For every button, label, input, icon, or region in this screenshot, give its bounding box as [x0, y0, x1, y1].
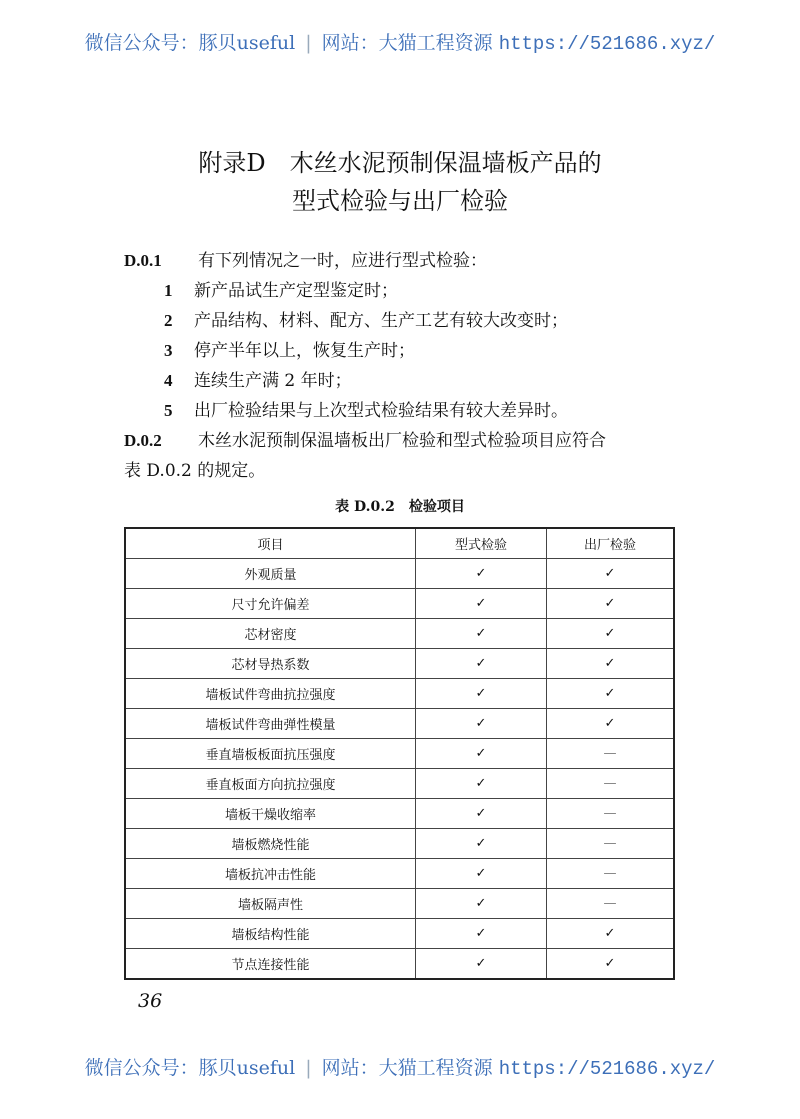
watermark-separator: | [305, 32, 312, 54]
table-header-row [125, 528, 674, 559]
item-cell: 芯材密度 [125, 619, 416, 649]
page-number: 36 [138, 990, 163, 1012]
clause-number: D.0.1 [124, 251, 162, 270]
item-cell: 墙板试件弯曲抗拉强度 [125, 679, 416, 709]
watermark-site: 网站：大猫工程资源 [321, 1057, 493, 1079]
item-cell: 墙板试件弯曲弹性模量 [125, 709, 416, 739]
type-test-cell: ✓ [416, 769, 547, 799]
type-test-cell: ✓ [416, 559, 547, 589]
clause-text: 有下列情况之一时，应进行型式检验： [198, 251, 487, 271]
factory-test-cell: ✓ [547, 709, 675, 739]
item-cell: 墙板干燥收缩率 [125, 799, 416, 829]
watermark-separator: | [305, 1057, 312, 1079]
item-cell: 墙板结构性能 [125, 919, 416, 949]
clause-text: 新产品试生产定型鉴定时； [194, 281, 398, 301]
clause-line [164, 366, 352, 391]
table-row [125, 649, 674, 679]
type-test-cell: ✓ [416, 589, 547, 619]
table-row [125, 619, 674, 649]
clause-number: 1 [164, 281, 173, 300]
type-test-cell: ✓ [416, 829, 547, 859]
clause-text: 产品结构、材料、配方、生产工艺有较大改变时； [194, 311, 568, 331]
item-cell: 垂直板面方向抗拉强度 [125, 769, 416, 799]
watermark-url[interactable]: https://521686.xyz/ [498, 33, 716, 55]
type-test-cell: ✓ [416, 949, 547, 980]
type-test-cell: ✓ [416, 679, 547, 709]
type-test-cell: ✓ [416, 799, 547, 829]
clause-number: 4 [164, 371, 173, 390]
appendix-title-line2: 型式检验与出厂检验 [292, 187, 508, 215]
watermark-site: 网站：大猫工程资源 [321, 32, 493, 54]
appendix-title-line1: 附录D 木丝水泥预制保温墙板产品的 [198, 149, 602, 177]
item-cell: 墙板燃烧性能 [125, 829, 416, 859]
watermark-account: 微信公众号：豚贝useful [84, 32, 296, 54]
watermark-url[interactable]: https://521686.xyz/ [498, 1058, 716, 1080]
table-row [125, 859, 674, 889]
factory-test-cell: ✓ [547, 619, 675, 649]
factory-test-cell: — [547, 769, 675, 799]
clause-text: 连续生产满 2 年时； [194, 371, 352, 391]
table-row [125, 889, 674, 919]
watermark-bottom [0, 1053, 800, 1080]
type-test-cell: ✓ [416, 619, 547, 649]
clause-number: D.0.2 [124, 431, 162, 450]
item-cell: 尺寸允许偏差 [125, 589, 416, 619]
item-cell: 外观质量 [125, 559, 416, 589]
table-row [125, 919, 674, 949]
table-row [125, 559, 674, 589]
watermark-top [0, 28, 800, 55]
factory-test-cell: — [547, 859, 675, 889]
table-row [125, 799, 674, 829]
type-test-cell: ✓ [416, 739, 547, 769]
table-row [125, 829, 674, 859]
item-cell: 节点连接性能 [125, 949, 416, 980]
clause-line [124, 426, 606, 451]
inspection-table [124, 527, 675, 980]
factory-test-cell: ✓ [547, 559, 675, 589]
factory-test-cell: — [547, 799, 675, 829]
clause-line [164, 276, 398, 301]
table-row [125, 709, 674, 739]
type-test-cell: ✓ [416, 859, 547, 889]
table-row [125, 679, 674, 709]
factory-test-cell: — [547, 739, 675, 769]
clause-text: 出厂检验结果与上次型式检验结果有较大差异时。 [194, 401, 568, 421]
type-test-cell: ✓ [416, 889, 547, 919]
factory-test-cell: — [547, 829, 675, 859]
clause-line [164, 396, 568, 421]
clause-line [124, 456, 265, 481]
clause-line [164, 336, 415, 361]
clause-number: 5 [164, 401, 173, 420]
item-cell: 墙板抗冲击性能 [125, 859, 416, 889]
item-cell: 芯材导热系数 [125, 649, 416, 679]
header-item: 项目 [125, 528, 416, 559]
factory-test-cell: ✓ [547, 919, 675, 949]
factory-test-cell: ✓ [547, 949, 675, 980]
table-row [125, 949, 674, 980]
type-test-cell: ✓ [416, 649, 547, 679]
factory-test-cell: ✓ [547, 679, 675, 709]
clause-number: 3 [164, 341, 173, 360]
clause-text: 表 D.0.2 的规定。 [124, 461, 266, 481]
clause-text: 停产半年以上，恢复生产时； [194, 341, 415, 361]
clause-number: 2 [164, 311, 173, 330]
clause-line [164, 306, 568, 331]
type-test-cell: ✓ [416, 709, 547, 739]
table-row [125, 769, 674, 799]
watermark-account: 微信公众号：豚贝useful [84, 1057, 296, 1079]
clause-text: 木丝水泥预制保温墙板出厂检验和型式检验项目应符合 [198, 431, 606, 451]
item-cell: 墙板隔声性 [125, 889, 416, 919]
factory-test-cell: — [547, 889, 675, 919]
factory-test-cell: ✓ [547, 589, 675, 619]
type-test-cell: ✓ [416, 919, 547, 949]
factory-test-cell: ✓ [547, 649, 675, 679]
table-caption: 表 D.0.2 检验项目 [335, 499, 465, 515]
header-factory-test: 出厂检验 [547, 528, 675, 559]
item-cell: 垂直墙板板面抗压强度 [125, 739, 416, 769]
header-type-test: 型式检验 [416, 528, 547, 559]
table-row [125, 589, 674, 619]
clause-line [124, 246, 487, 271]
table-row [125, 739, 674, 769]
